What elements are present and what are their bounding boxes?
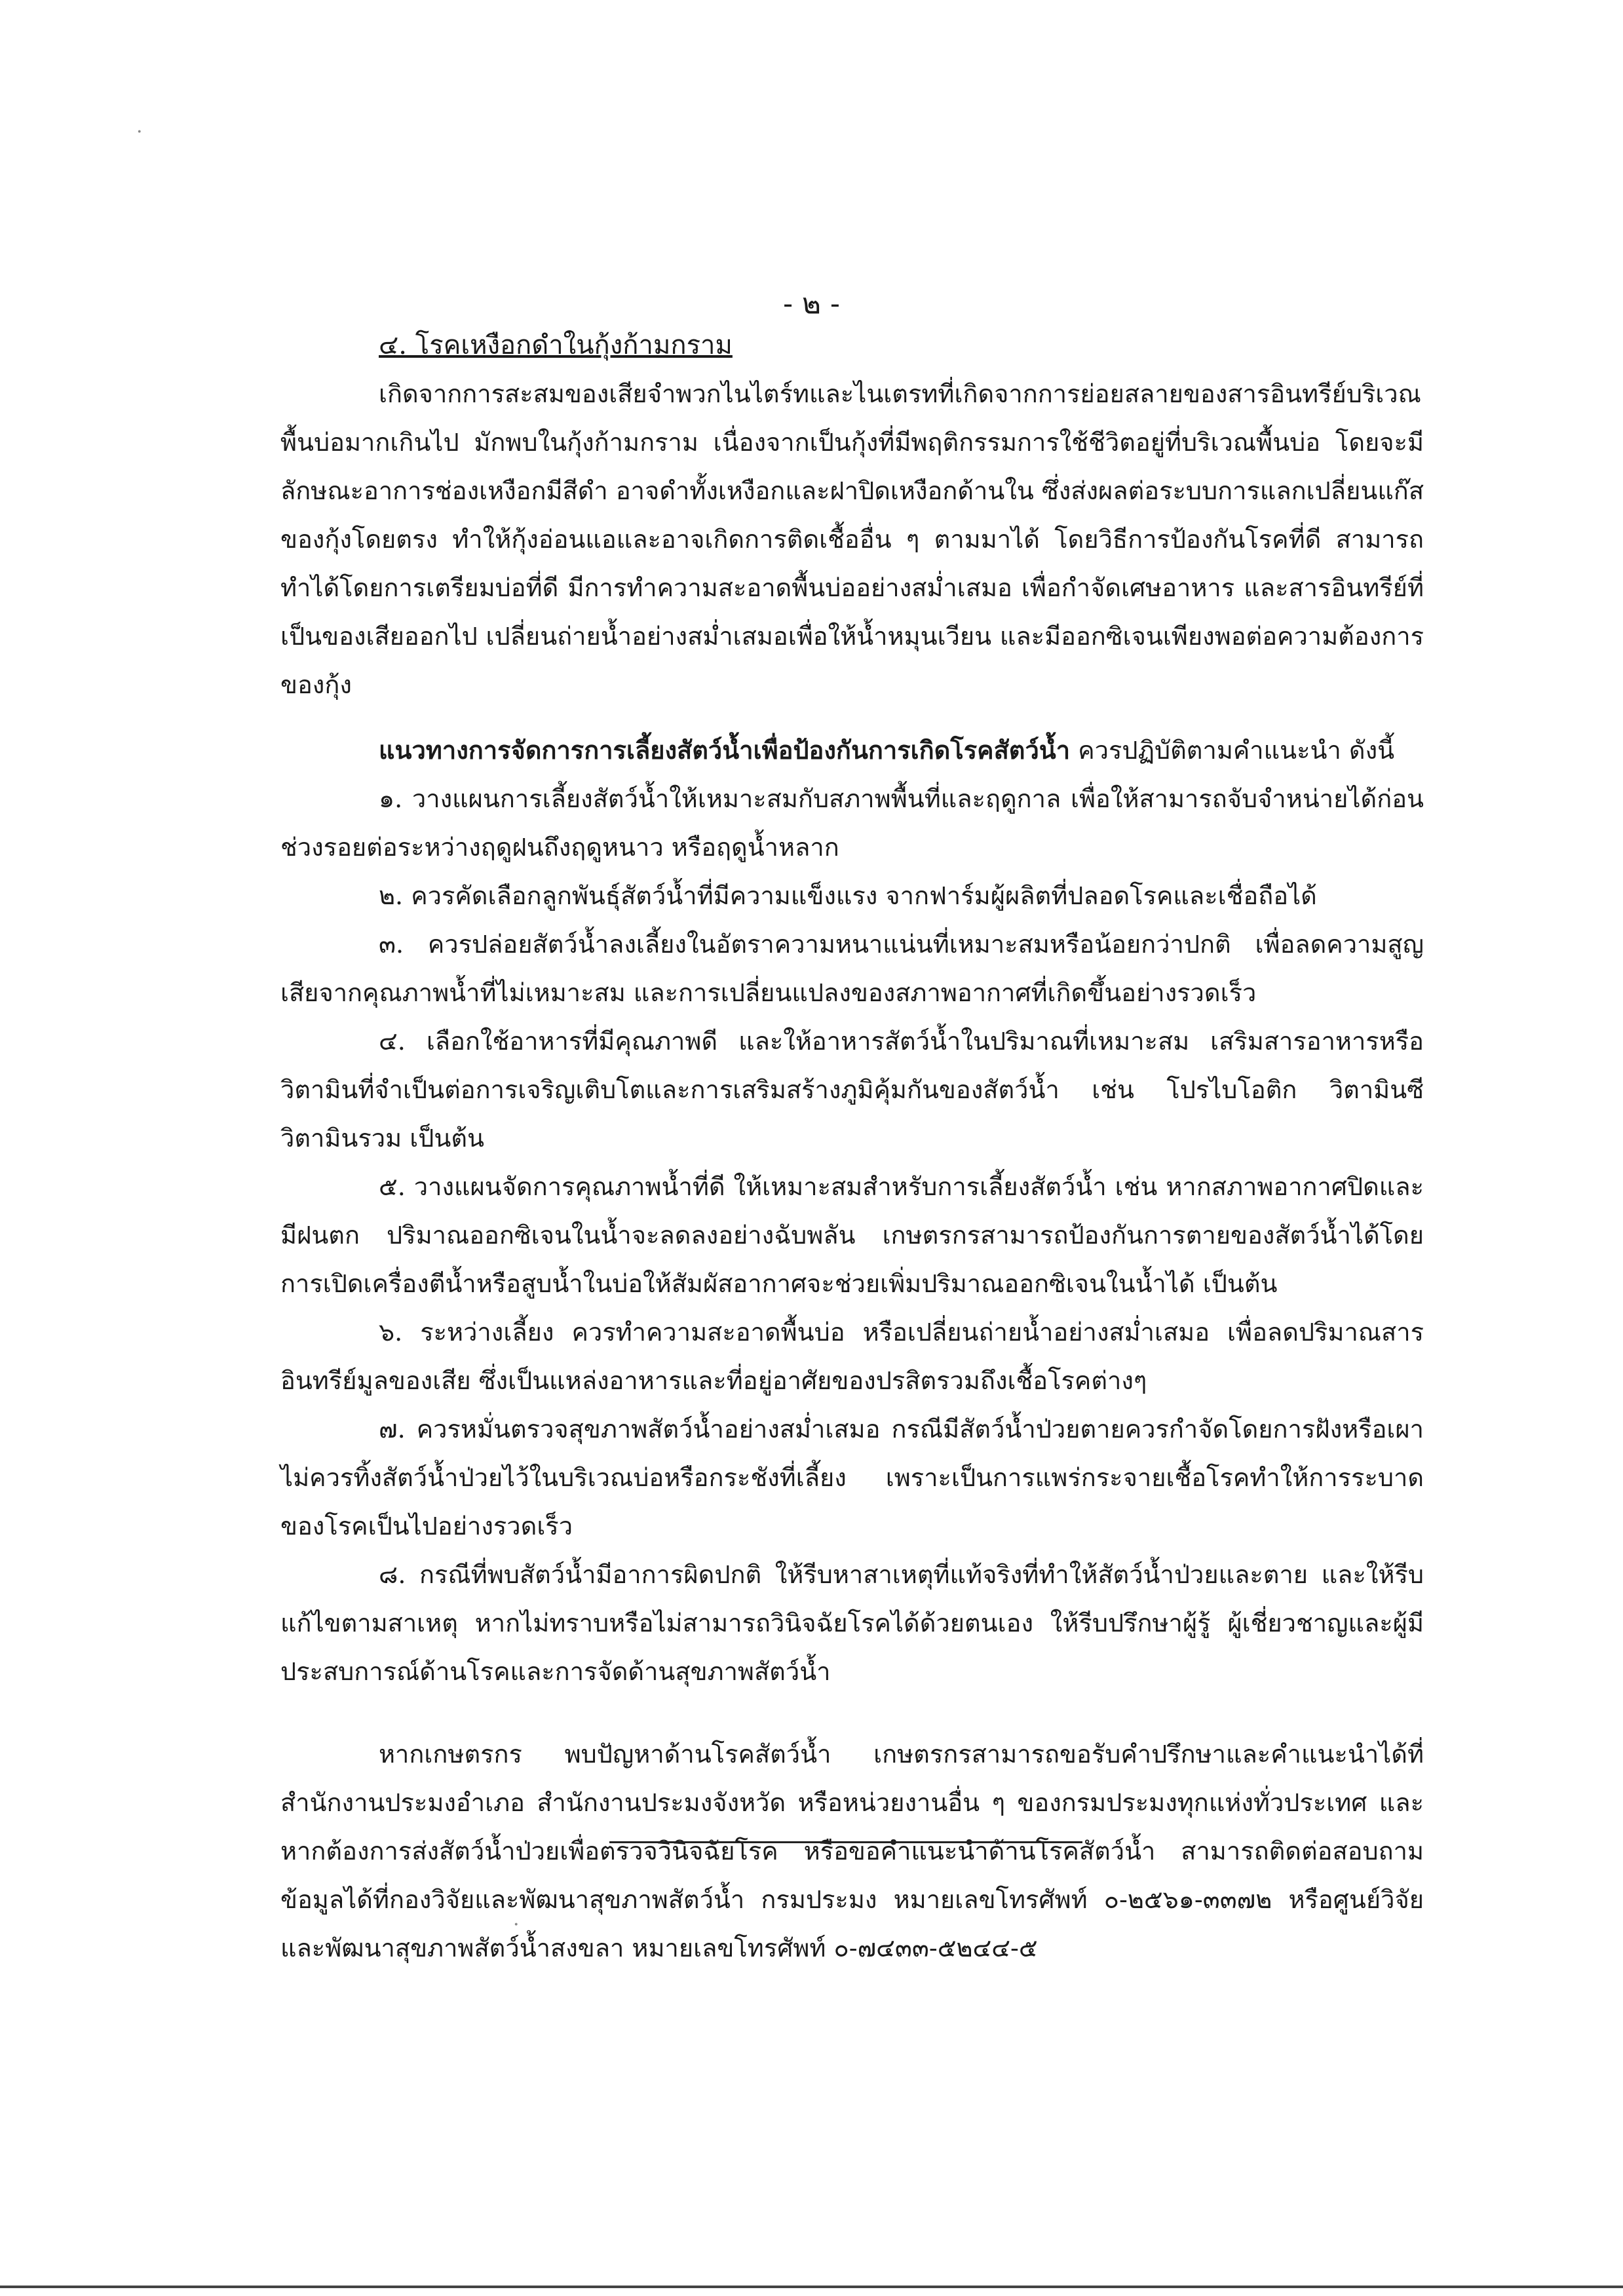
scan-edge-line: [0, 2286, 1623, 2288]
guideline-item-4: ๔. เลือกใช้อาหารที่มีคุณภาพดี และให้อาหารสัตว์น้ำในปริมาณที่เหมาะสม เสริมสารอาหารหรือวิตามินที่จำเป็นต่อการเจริญเติบโตและการเสริมสร้างภูมิคุ้มกันของสัตว์น้ำ เช่น โปรไบโอติก วิตามินซี วิตามินรวม เป็นต้น: [280, 1027, 1424, 1153]
guidelines-heading-rest: ควรปฏิบัติตามคำแนะนำ ดังนี้: [1070, 736, 1395, 765]
document-body: [280, 321, 1424, 1972]
guideline-item-7: ๗. ควรหมั่นตรวจสุขภาพสัตว์น้ำอย่างสม่ำเสมอ กรณีมีสัตว์น้ำป่วยตายควรกำจัดโดยการฝังหรือเผา ไม่ควรทิ้งสัตว์น้ำป่วยไว้ในบริเวณบ่อหรือกระชังที่เลี้ยง เพราะเป็นการแพร่กระจายเชื้อโรคทำให้การระบาดของโรคเป็นไปอย่างรวดเร็ว: [280, 1415, 1424, 1540]
guideline-item-5: ๕. วางแผนจัดการคุณภาพน้ำที่ดี ให้เหมาะสมสำหรับการเลี้ยงสัตว์น้ำ เช่น หากสภาพอากาศปิดและมีฝนตก ปริมาณออกซิเจนในน้ำจะลดลงอย่างฉับพลัน เกษตรกรสามารถป้องกันการตายของสัตว์น้ำได้โดยการเปิดเครื่องตีน้ำหรือสูบน้ำในบ่อให้สัมผัสอากาศจะช่วยเพิ่มปริมาณออกซิเจนในน้ำได้ เป็นต้น: [280, 1172, 1424, 1298]
guideline-item-6: ๖. ระหว่างเลี้ยง ควรทำความสะอาดพื้นบ่อ หรือเปลี่ยนถ่ายน้ำอย่างสม่ำเสมอ เพื่อลดปริมาณสารอินทรีย์มูลของเสีย ซึ่งเป็นแหล่งอาหารและที่อยู่อาศัยของปรสิตรวมถึงเชื้อโรคต่างๆ: [280, 1318, 1424, 1395]
guideline-item-1: ๑. วางแผนการเลี้ยงสัตว์น้ำให้เหมาะสมกับสภาพพื้นที่และฤดูกาล เพื่อให้สามารถจับจำหน่ายได้ก่อนช่วงรอยต่อระหว่างฤดูฝนถึงฤดูหนาว หรือฤดูน้ำหลาก: [280, 784, 1424, 862]
guideline-item-3: ๓. ควรปล่อยสัตว์น้ำลงเลี้ยงในอัตราความหนาแน่นที่เหมาะสมหรือน้อยกว่าปกติ เพื่อลดความสูญเสียจากคุณภาพน้ำที่ไม่เหมาะสม และการเปลี่ยนแปลงของสภาพอากาศที่เกิดขึ้นอย่างรวดเร็ว: [280, 930, 1424, 1007]
page-number: - ๒ -: [783, 287, 840, 320]
guidelines-intro: [280, 726, 1424, 775]
scan-speck: ·: [513, 1913, 520, 1936]
closing-divider: [609, 1841, 1082, 1843]
scan-speck: ·: [136, 121, 143, 144]
section-heading: ๔. โรคเหงือกดำในกุ้งก้ามกราม: [379, 330, 733, 360]
guidelines-heading: แนวทางการจัดการการเลี้ยงสัตว์น้ำเพื่อป้องกันการเกิดโรคสัตว์น้ำ: [379, 735, 1071, 765]
guideline-item-8: ๘. กรณีที่พบสัตว์น้ำมีอาการผิดปกติ ให้รีบหาสาเหตุที่แท้จริงที่ทำให้สัตว์น้ำป่วยและตาย และให้รีบแก้ไขตามสาเหตุ หากไม่ทราบหรือไม่สามารถวินิจฉัยโรคได้ด้วยตนเอง ให้รีบปรึกษาผู้รู้ ผู้เชี่ยวชาญและผู้มีประสบการณ์ด้านโรคและการจัดด้านสุขภาพสัตว์น้ำ: [280, 1560, 1424, 1686]
contact-paragraph: หากเกษตรกร พบปัญหาด้านโรคสัตว์น้ำ เกษตรกรสามารถขอรับคำปรึกษาและคำแนะนำได้ที่สำนักงานประมงอำเภอ สำนักงานประมงจังหวัด หรือหน่วยงานอื่น ๆ ของกรมประมงทุกแห่งทั่วประเทศ และหากต้องการส่งสัตว์น้ำป่วยเพื่อตรวจวินิจฉัยโรค หรือขอคำแนะนำด้านโรคสัตว์น้ำ สามารถติดต่อสอบถามข้อมูลได้ที่กองวิจัยและพัฒนาสุขภาพสัตว์น้ำ กรมประมง หมายเลขโทรศัพท์ ๐-๒๕๖๑-๓๓๗๒ หรือศูนย์วิจัยและพัฒนาสุขภาพสัตว์น้ำสงขลา หมายเลขโทรศัพท์ ๐-๗๔๓๓-๕๒๔๔-๕: [280, 1740, 1424, 1962]
guideline-item-2: ๒. ควรคัดเลือกลูกพันธุ์สัตว์น้ำที่มีความแข็งแรง จากฟาร์มผู้ผลิตที่ปลอดโรคและเชื่อถือได้: [379, 881, 1317, 910]
section-paragraph: เกิดจากการสะสมของเสียจำพวกไนไตร์ทและไนเตรทที่เกิดจากการย่อยสลายของสารอินทรีย์บริเวณพื้นบ่อมากเกินไป มักพบในกุ้งก้ามกราม เนื่องจากเป็นกุ้งที่มีพฤติกรรมการใช้ชีวิตอยู่ที่บริเวณพื้นบ่อ โดยจะมีลักษณะอาการช่องเหงือกมีสีดำ อาจดำทั้งเหงือกและฝาปิดเหงือกด้านใน ซึ่งส่งผลต่อระบบการแลกเปลี่ยนแก๊สของกุ้งโดยตรง ทำให้กุ้งอ่อนแอและอาจเกิดการติดเชื้ออื่น ๆ ตามมาได้ โดยวิธีการป้องกันโรคที่ดี สามารถทำได้โดยการเตรียมบ่อที่ดี มีการทำความสะอาดพื้นบ่ออย่างสม่ำเสมอ เพื่อกำจัดเศษอาหาร และสารอินทรีย์ที่เป็นของเสียออกไป เปลี่ยนถ่ายน้ำอย่างสม่ำเสมอเพื่อให้น้ำหมุนเวียน และมีออกซิเจนเพียงพอต่อความต้องการของกุ้ง: [280, 379, 1424, 699]
